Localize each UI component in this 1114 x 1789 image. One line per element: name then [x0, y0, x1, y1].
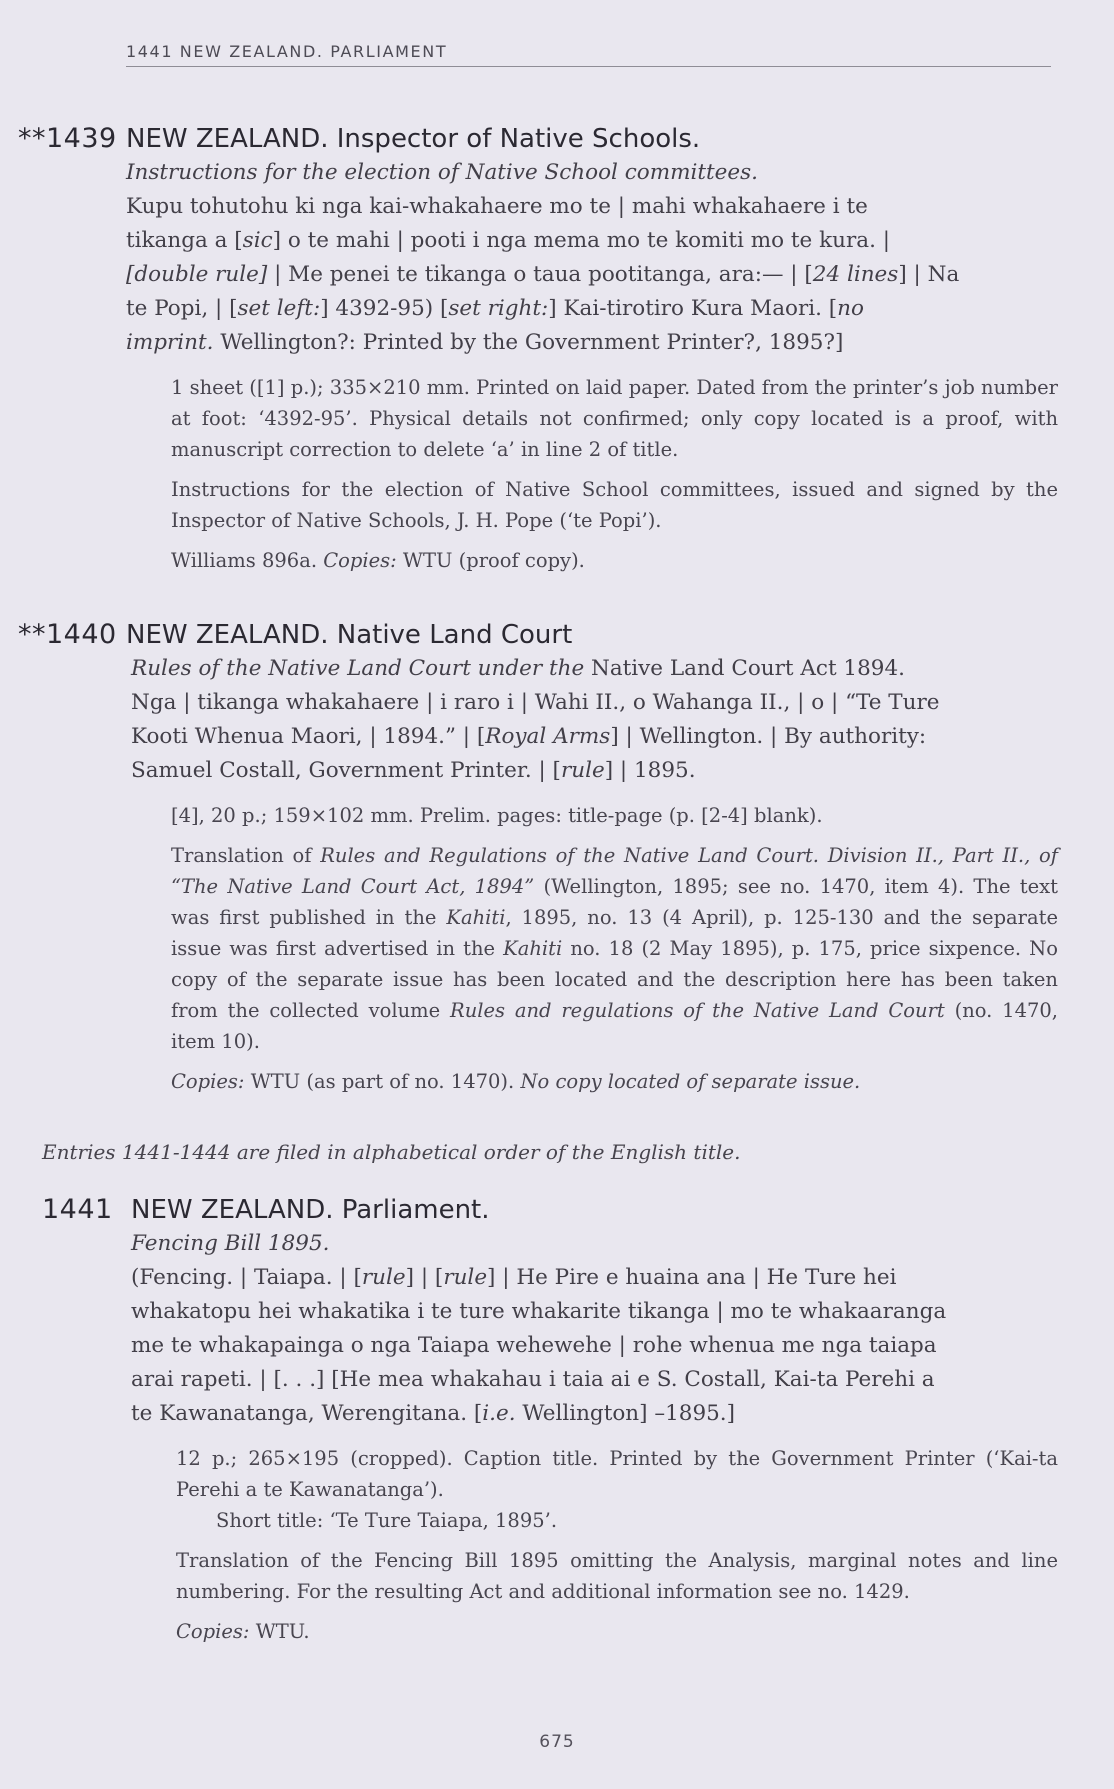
body-text: Wellington?: Printed by the Government Printer?, 1895?] — [213, 329, 844, 355]
header-rule — [126, 66, 1051, 67]
note-text: , 1895, no. 13 (4 April), p. 125-130 and the separate issue was first advertised in the — [171, 905, 1058, 960]
description-note: Instructions for the election of Native School committees, issued and signed by the Inspector of Native Schools, J. H. Pope (‘te Popi’). — [171, 477, 1058, 532]
note-text: (Wellington, 1895; see no. 1470, item 4). The text was first published in the — [171, 874, 1058, 929]
entry-body — [131, 1227, 1058, 1431]
translation-note: Translation of the Fencing Bill 1895 omitting the Analysis, marginal notes and line numbering. For the resulting Act and additional information see no. 1429. — [176, 1548, 1058, 1603]
body-text: ] | Na — [898, 261, 960, 287]
body-text: ] 4392-95) [ — [320, 295, 449, 321]
body-text: te Popi, | [ — [126, 295, 238, 321]
body-text: Kooti Whenua Maori, | 1894.” | [ — [131, 723, 486, 749]
note-text: (no. 1470, item 10). — [171, 998, 1059, 1053]
entry-heading: NEW ZEALAND. Inspector of Native Schools. — [126, 124, 701, 154]
body-text: ] | [ — [405, 1264, 444, 1290]
body-text: Samuel Costall, Government Printer. | [ — [131, 757, 561, 783]
body-line — [131, 686, 1058, 720]
copies-value: WTU. — [249, 1619, 310, 1643]
note-text-italic: Rules and regulations of the Native Land Court — [450, 998, 945, 1022]
body-line — [126, 190, 1058, 224]
translation-note — [171, 840, 1058, 1057]
body-line — [126, 258, 1058, 292]
title-italic: Rules of the Native Land Court under the — [131, 655, 585, 681]
copies-note: No copy located of separate issue. — [520, 1069, 861, 1093]
copies-label: Copies: — [323, 548, 397, 572]
entry-number: **1440 — [18, 619, 117, 650]
body-text: (Fencing. | Taiapa. | [ — [131, 1264, 362, 1290]
running-head: 1441 NEW ZEALAND. PARLIAMENT — [126, 42, 448, 61]
entry-1439 — [18, 122, 1058, 585]
entry-body — [131, 652, 1058, 788]
body-text: te Kawanatanga, Werengitana. [ — [131, 1400, 483, 1426]
entry-title: Instructions for the election of Native School committees. — [126, 159, 758, 185]
body-line — [131, 1261, 1058, 1295]
body-text: Nga | tikanga whakahaere | i raro i | Wahi II., o Wahanga II., | o | “Te Ture — [131, 689, 940, 715]
body-text: Wellington] –1895.] — [515, 1400, 736, 1426]
note-text-italic: Kahiti — [503, 936, 563, 960]
body-text-italic: set right: — [448, 295, 549, 321]
note-text-italic: Kahiti — [446, 905, 506, 929]
entry-heading: NEW ZEALAND. Native Land Court — [126, 620, 573, 650]
body-text-italic: rule — [443, 1264, 488, 1290]
copies-line — [171, 1066, 1058, 1097]
entry-number: 1441 — [42, 1194, 113, 1225]
body-text-italic: no — [837, 295, 864, 321]
body-text-italic: i.e. — [482, 1400, 516, 1426]
note-text: no. 18 (2 May 1895), p. 175, price sixpence. No copy of the separate issue has been located and the description here has been taken from the collected volume — [171, 936, 1058, 1022]
body-text: arai rapeti. | [. . .] [He mea whakahau i taia ai e S. Costall, Kai-ta Perehi a — [131, 1366, 935, 1392]
body-line — [126, 224, 1058, 258]
title-roman: Native Land Court Act 1894. — [584, 655, 905, 681]
entry-heading: NEW ZEALAND. Parliament. — [131, 1195, 490, 1225]
entry-notes — [176, 1443, 1058, 1647]
entry-head — [18, 618, 1058, 652]
entry-notes — [171, 372, 1058, 576]
body-line — [131, 1329, 1058, 1363]
note-text: Translation of — [171, 843, 321, 867]
entry-title: Fencing Bill 1895. — [131, 1230, 330, 1256]
physical-description: [4], 20 p.; 159×102 mm. Prelim. pages: title-page (p. [2-4] blank). — [171, 803, 823, 827]
physical-description: 1 sheet ([1] p.); 335×210 mm. Printed on laid paper. Dated from the printer’s job number at foot: ‘4392-95’. Physical details not confirmed; only copy located is a proof, with manuscript correction to delete ‘a’ in line 2 of title. — [171, 375, 1058, 461]
body-text-italic: sic — [242, 227, 273, 253]
body-text: ] | Wellington. | By authority: — [610, 723, 927, 749]
body-line — [126, 292, 1058, 326]
copies-value: WTU (as part of no. 1470). — [244, 1069, 521, 1093]
copies-line — [176, 1616, 1058, 1647]
body-text: me te whakapainga o nga Taiapa wehewehe | rohe whenua me nga taiapa — [131, 1332, 937, 1358]
filing-note: Entries 1441-1444 are filed in alphabetical order of the English title. — [42, 1140, 741, 1164]
copies-label: Copies: — [171, 1069, 245, 1093]
entry-head — [18, 122, 1058, 156]
copies-value: WTU (proof copy). — [402, 548, 585, 572]
physical-description: 12 p.; 265×195 (cropped). Caption title. Printed by the Government Printer (‘Kai-ta Perehi a te Kawanatanga’). — [176, 1446, 1058, 1501]
body-text: ] o te mahi | pooti i nga mema mo te komiti mo te kura. | — [272, 227, 890, 253]
body-text: whakatopu hei whakatika i te ture whakarite tikanga | mo te whakaaranga — [131, 1298, 947, 1324]
body-text: | Me penei te tikanga o taua pootitanga, ara:— | [ — [267, 261, 813, 287]
entry-head — [18, 1193, 1058, 1227]
entry-1440 — [18, 618, 1058, 1106]
note-text-italic: Rules and Regulations of the Native Land Court. Division II., Part II., of “The Native Land Court Act, 1894” — [171, 843, 1058, 898]
short-title-note: Short title: ‘Te Ture Taiapa, 1895’. — [216, 1508, 558, 1532]
body-text: tikanga a [ — [126, 227, 243, 253]
page-number: 675 — [539, 1732, 575, 1752]
body-line — [131, 1295, 1058, 1329]
reference: Williams 896a. — [171, 548, 318, 572]
body-text-italic: rule — [361, 1264, 406, 1290]
body-text: ] Kai-tirotiro Kura Maori. [ — [548, 295, 838, 321]
entry-number: **1439 — [18, 123, 117, 154]
entry-notes — [171, 800, 1058, 1097]
body-text: Kupu tohutohu ki nga kai-whakahaere mo te | mahi whakahaere i te — [126, 193, 868, 219]
body-line — [126, 326, 1058, 360]
body-text-italic: imprint. — [126, 329, 214, 355]
body-line — [131, 1363, 1058, 1397]
body-text-italic: [double rule] — [126, 261, 268, 287]
entry-1441 — [18, 1193, 1058, 1656]
body-text-italic: Royal Arms — [485, 723, 611, 749]
body-text-italic: rule — [560, 757, 605, 783]
body-text-italic: 24 lines — [812, 261, 899, 287]
body-line — [131, 720, 1058, 754]
entry-title — [131, 652, 1058, 686]
copies-line — [171, 545, 1058, 576]
body-text: ] | 1895. — [604, 757, 696, 783]
body-line — [131, 1397, 1058, 1431]
body-line — [131, 754, 1058, 788]
entry-body — [126, 156, 1058, 360]
copies-label: Copies: — [176, 1619, 250, 1643]
body-text: ] | He Pire e huaina ana | He Ture hei — [487, 1264, 897, 1290]
body-text-italic: set left: — [237, 295, 321, 321]
